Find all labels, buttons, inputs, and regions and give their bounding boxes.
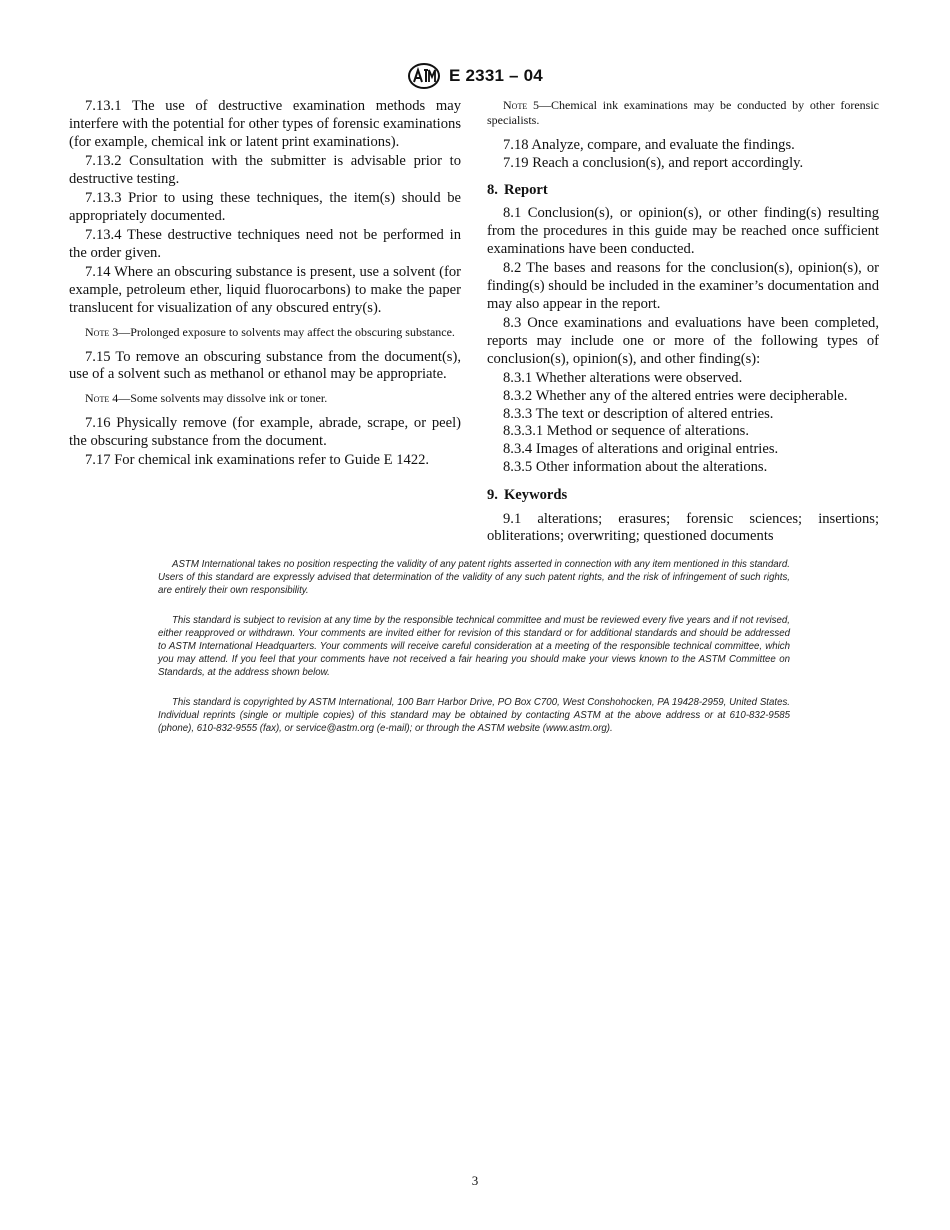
note-5-text: —Chemical ink examinations may be conducted by other forensic specialists.	[487, 98, 880, 127]
list-item-8-3-1: 8.3.1 Whether alterations were observed.	[503, 370, 743, 387]
section-8-title: Report	[503, 181, 548, 198]
list-item-8-3-3: 8.3.3 The text or description of altered entries.	[503, 405, 774, 422]
para-7-18: 7.18 Analyze, compare, and evaluate the findings.	[503, 137, 795, 153]
footer-revision-notice: This standard is subject to revision at any time by the responsible technical committee and must be reviewed every five years and if not revised, either reapproved or withdrawn. Your comments are invited either for revision of this standard or for additional standards and should be addressed to ASTM International Headquarters. Your comments will receive careful consideration at a meeting of the responsible technical committee, which you may attend. If you feel that your comments have not received a fair hearing you should make your views known to the ASTM Committee on Standards, at the address shown below.	[158, 614, 790, 679]
astm-logo-icon	[407, 62, 441, 90]
footer-patent-notice: ASTM International takes no position respecting the validity of any patent rights asserted in connection with any item mentioned in this standard. Users of this standard are expressly advised that determination of the validity of any such patent rights, and the risk of infringement of such rights, are entirely their own responsibility.	[158, 559, 790, 597]
standard-designation: E 2331 – 04	[449, 66, 543, 85]
footer-notices	[158, 558, 790, 751]
para-8-3: 8.3 Once examinations and evaluations have been completed, reports may include one or more of the following types of conclusion(s), opinion(s), and other finding(s):	[487, 315, 879, 367]
section-9-title: Keywords	[503, 486, 568, 503]
list-item-8-3-3-1: 8.3.3.1 Method or sequence of alterations.	[503, 423, 749, 440]
para-7-13-1: 7.13.1 The use of destructive examination methods may interfere with the potential for other types of forensic examinations (for example, chemical ink or latent print examinations).	[69, 98, 461, 150]
note-5	[487, 98, 879, 128]
right-column	[487, 98, 879, 548]
para-7-15: 7.15 To remove an obscuring substance from the document(s), use of a solvent such as methanol or ethanol may be appropriate.	[69, 348, 461, 383]
section-8-number: 8.	[487, 181, 498, 198]
para-7-13-4: 7.13.4 These destructive techniques need not be performed in the order given.	[69, 227, 461, 261]
note-5-label: Note 5	[503, 98, 539, 112]
para-7-13-2: 7.13.2 Consultation with the submitter is advisable prior to destructive testing.	[69, 152, 461, 187]
list-item-8-3-4: 8.3.4 Images of alterations and original entries.	[503, 441, 779, 458]
para-7-13-3: 7.13.3 Prior to using these techniques, the item(s) should be appropriately documented.	[69, 189, 461, 224]
list-item-8-3-2: 8.3.2 Whether any of the altered entries were decipherable.	[503, 387, 848, 404]
note-3	[69, 325, 461, 340]
para-7-16: 7.16 Physically remove (for example, abrade, scrape, or peel) the obscuring substance from the document.	[69, 415, 461, 449]
note-4	[69, 391, 461, 406]
para-8-1: 8.1 Conclusion(s), or opinion(s), or other finding(s) resulting from the procedures in this guide may be reached once sufficient examinations have been conducted.	[487, 205, 879, 257]
para-8-2: 8.2 The bases and reasons for the conclusion(s), opinion(s), or finding(s) should be included in the examiner’s documentation and may also appear in the report.	[487, 260, 879, 312]
list-item-8-3-5: 8.3.5 Other information about the alterations.	[503, 459, 768, 476]
para-9-1: 9.1 alterations; erasures; forensic sciences; insertions; obliterations; overwriting; questioned documents	[487, 510, 879, 545]
left-column	[69, 98, 461, 472]
footer-copyright-notice: This standard is copyrighted by ASTM International, 100 Barr Harbor Drive, PO Box C700, West Conshohocken, PA 19428-2959, United States. Individual reprints (single or multiple copies) of this standard may be obtained by contacting ASTM at the above address or at 610-832-9585 (phone), 610-832-9555 (fax), or service@astm.org (e-mail); or through the ASTM website (www.astm.org).	[158, 696, 790, 735]
section-8-heading	[487, 182, 879, 200]
section-9-heading	[487, 487, 879, 505]
section-9-number: 9.	[487, 486, 498, 503]
para-7-19: 7.19 Reach a conclusion(s), and report accordingly.	[503, 154, 804, 171]
para-7-14: 7.14 Where an obscuring substance is present, use a solvent (for example, petroleum ether, liquid fluorocarbons) to make the paper translucent for visualization of any obscured entry(s).	[69, 264, 461, 316]
note-4-label: Note 4	[85, 391, 119, 406]
note-3-label: Note 3	[85, 324, 119, 339]
page-header	[0, 62, 950, 90]
para-7-17: 7.17 For chemical ink examinations refer to Guide E 1422.	[85, 452, 430, 469]
note-4-text: —Some solvents may dissolve ink or toner.	[118, 391, 328, 406]
page-number: 3	[471, 1173, 479, 1188]
note-3-text: —Prolonged exposure to solvents may affect the obscuring substance.	[118, 324, 455, 339]
